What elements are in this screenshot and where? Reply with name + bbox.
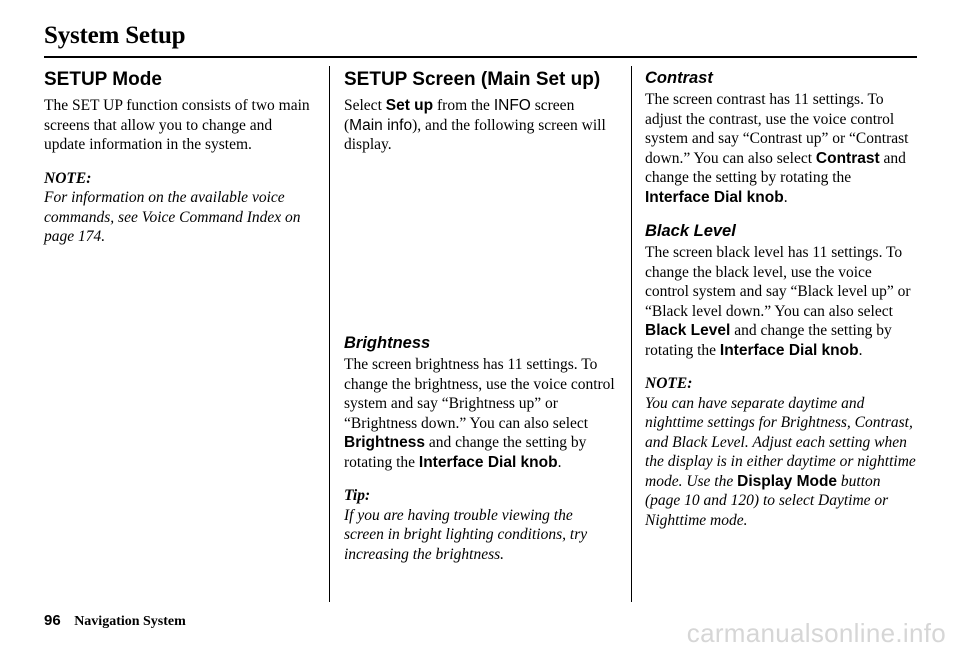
note-text: For information on the available voice commands, see Voice Command Index on page 174. — [44, 189, 301, 245]
page-number: 96 — [44, 612, 61, 629]
watermark: carmanualsonline.info — [686, 618, 946, 648]
interface-dial-term: Interface Dial knob — [645, 188, 784, 206]
column-2 — [344, 68, 616, 155]
page-footer — [44, 612, 186, 630]
footer-title: Navigation System — [74, 614, 186, 629]
brightness-heading: Brightness — [344, 334, 431, 352]
display-mode-term: Display Mode — [737, 472, 838, 490]
setup-screen-intro: Select Set up from the INFO screen (Main info), and the following screen will display. — [344, 97, 606, 153]
setup-mode-heading: SETUP Mode — [44, 69, 162, 90]
black-level-body: The screen black level has 11 settings. To change the black level, use the voice control system and say “Black level up” or “Black level down.” You can also select Black Level and change the setting by rotating the Interface Dial knob. — [645, 244, 911, 359]
note-label: NOTE: — [44, 169, 92, 187]
interface-dial-term: Interface Dial knob — [719, 341, 859, 359]
set-up-term: Set up — [385, 97, 434, 114]
contrast-heading: Contrast — [645, 69, 713, 87]
black-level-term: Black Level — [645, 322, 731, 339]
column-1 — [44, 68, 312, 247]
column-divider-2 — [631, 66, 632, 602]
column-3 — [645, 68, 917, 530]
setup-mode-body: The SET UP function consists of two main screens that allow you to change and update information in the system. — [44, 97, 310, 153]
brightness-section — [344, 333, 616, 564]
info-term: INFO — [493, 97, 531, 114]
tip-text: If you are having trouble viewing the screen in bright lighting conditions, try increasing the brightness. — [344, 506, 588, 563]
black-level-heading: Black Level — [645, 222, 736, 240]
interface-dial-term: Interface Dial knob — [418, 453, 558, 471]
column-divider-1 — [329, 66, 330, 602]
setup-screen-heading: SETUP Screen (Main Set up) — [344, 69, 601, 90]
page-header-title: System Setup — [44, 22, 186, 49]
contrast-term: Contrast — [815, 149, 880, 167]
brightness-body: The screen brightness has 11 settings. To change the brightness, use the voice control system and say “Brightness up” or “Brightness down.” You can also select Brightness and change the setting by rotating the Interface Dial knob. — [344, 356, 615, 471]
tip-label: Tip: — [344, 487, 371, 504]
header-rule — [44, 56, 917, 58]
contrast-body: The screen contrast has 11 settings. To adjust the contrast, use the voice control system and say “Contrast up” or “Contrast down.” You can also select Contrast and change the setting by rotating the Interface Dial knob. — [645, 91, 909, 206]
main-info-term: Main info — [349, 116, 413, 134]
note-label: NOTE: — [645, 375, 693, 392]
note-text: You can have separate daytime and nighttime settings for Brightness, Contrast, and Black Level. Adjust each setting when the display is in either daytime or nighttime mode. Use the Display Mode button (page 10 and 120) to select Daytime or Nighttime mode. — [645, 394, 916, 529]
brightness-term: Brightness — [344, 434, 425, 451]
